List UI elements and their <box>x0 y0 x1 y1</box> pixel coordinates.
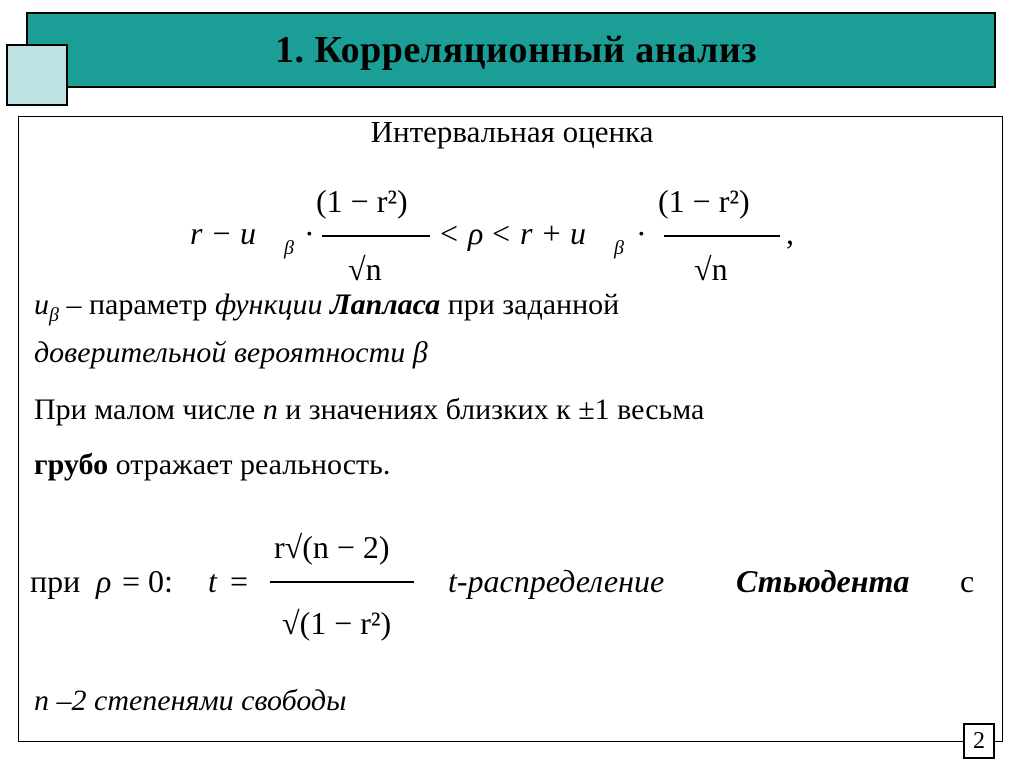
formula-lt-1: < <box>440 215 459 251</box>
t-rho: ρ <box>96 563 112 599</box>
t-prefix: при <box>30 563 81 599</box>
t-eq0: = 0: <box>122 563 173 599</box>
formula-denominator-1: √n <box>348 251 382 287</box>
title-bar <box>26 12 996 88</box>
formula-rho: ρ <box>468 215 484 251</box>
given-text: при заданной <box>447 288 620 321</box>
formula-denominator-2: √n <box>694 251 728 287</box>
small-n-line2 <box>34 448 390 482</box>
formula-numerator-1: (1 − r²) <box>316 183 408 219</box>
function-word: функции <box>214 288 323 321</box>
dash: – <box>66 288 82 321</box>
formula-beta-1: β <box>284 237 294 259</box>
interval-formula <box>180 162 820 292</box>
small-n-line1 <box>34 393 704 427</box>
with-word: с <box>960 563 975 599</box>
reflects-reality-text: отражает реальность. <box>115 448 391 481</box>
beta-subscript: β <box>49 304 59 326</box>
formula-beta-2: β <box>614 237 624 259</box>
formula-left-expr: r − u <box>190 215 257 251</box>
decorative-square <box>6 44 68 106</box>
param-description-line2 <box>34 336 428 370</box>
small-n-prefix: При малом числе <box>34 393 256 426</box>
small-n-suffix: и значениях близких к ±1 весьма <box>285 393 705 426</box>
laplace-word: Лапласа <box>329 288 441 321</box>
formula-mid-expr: r + u <box>520 215 587 251</box>
t-statistic-formula <box>30 512 1000 652</box>
student-word: Стьюдента <box>736 563 910 599</box>
u-symbol: u <box>34 288 49 321</box>
rough-word: грубо <box>34 448 109 481</box>
t-distribution: t-распределение <box>448 563 665 599</box>
heading-interval-estimate: Интервальная оценка <box>370 114 654 149</box>
formula-lt-2: < <box>492 215 511 251</box>
param-word: параметр <box>88 288 208 321</box>
confidence-probability-text: доверительной вероятности <box>34 336 406 369</box>
t-symbol: t <box>208 563 217 599</box>
t-denominator: √(1 − r²) <box>282 605 392 641</box>
formula-dot-1: · <box>304 215 315 251</box>
formula-comma: , <box>786 215 794 251</box>
slide-title: 1. Корреляционный анализ <box>274 29 758 71</box>
formula-dot-2: · <box>636 215 647 251</box>
beta-symbol: β <box>412 336 428 369</box>
t-eq: = <box>230 563 249 599</box>
n-symbol: n <box>262 393 278 426</box>
t-numerator: r√(n − 2) <box>274 529 390 565</box>
page-number: 2 <box>963 723 995 759</box>
formula-numerator-2: (1 − r²) <box>658 183 750 219</box>
degrees-of-freedom-note: n –2 степенями свободы <box>34 684 347 717</box>
param-description-line1 <box>34 288 619 327</box>
